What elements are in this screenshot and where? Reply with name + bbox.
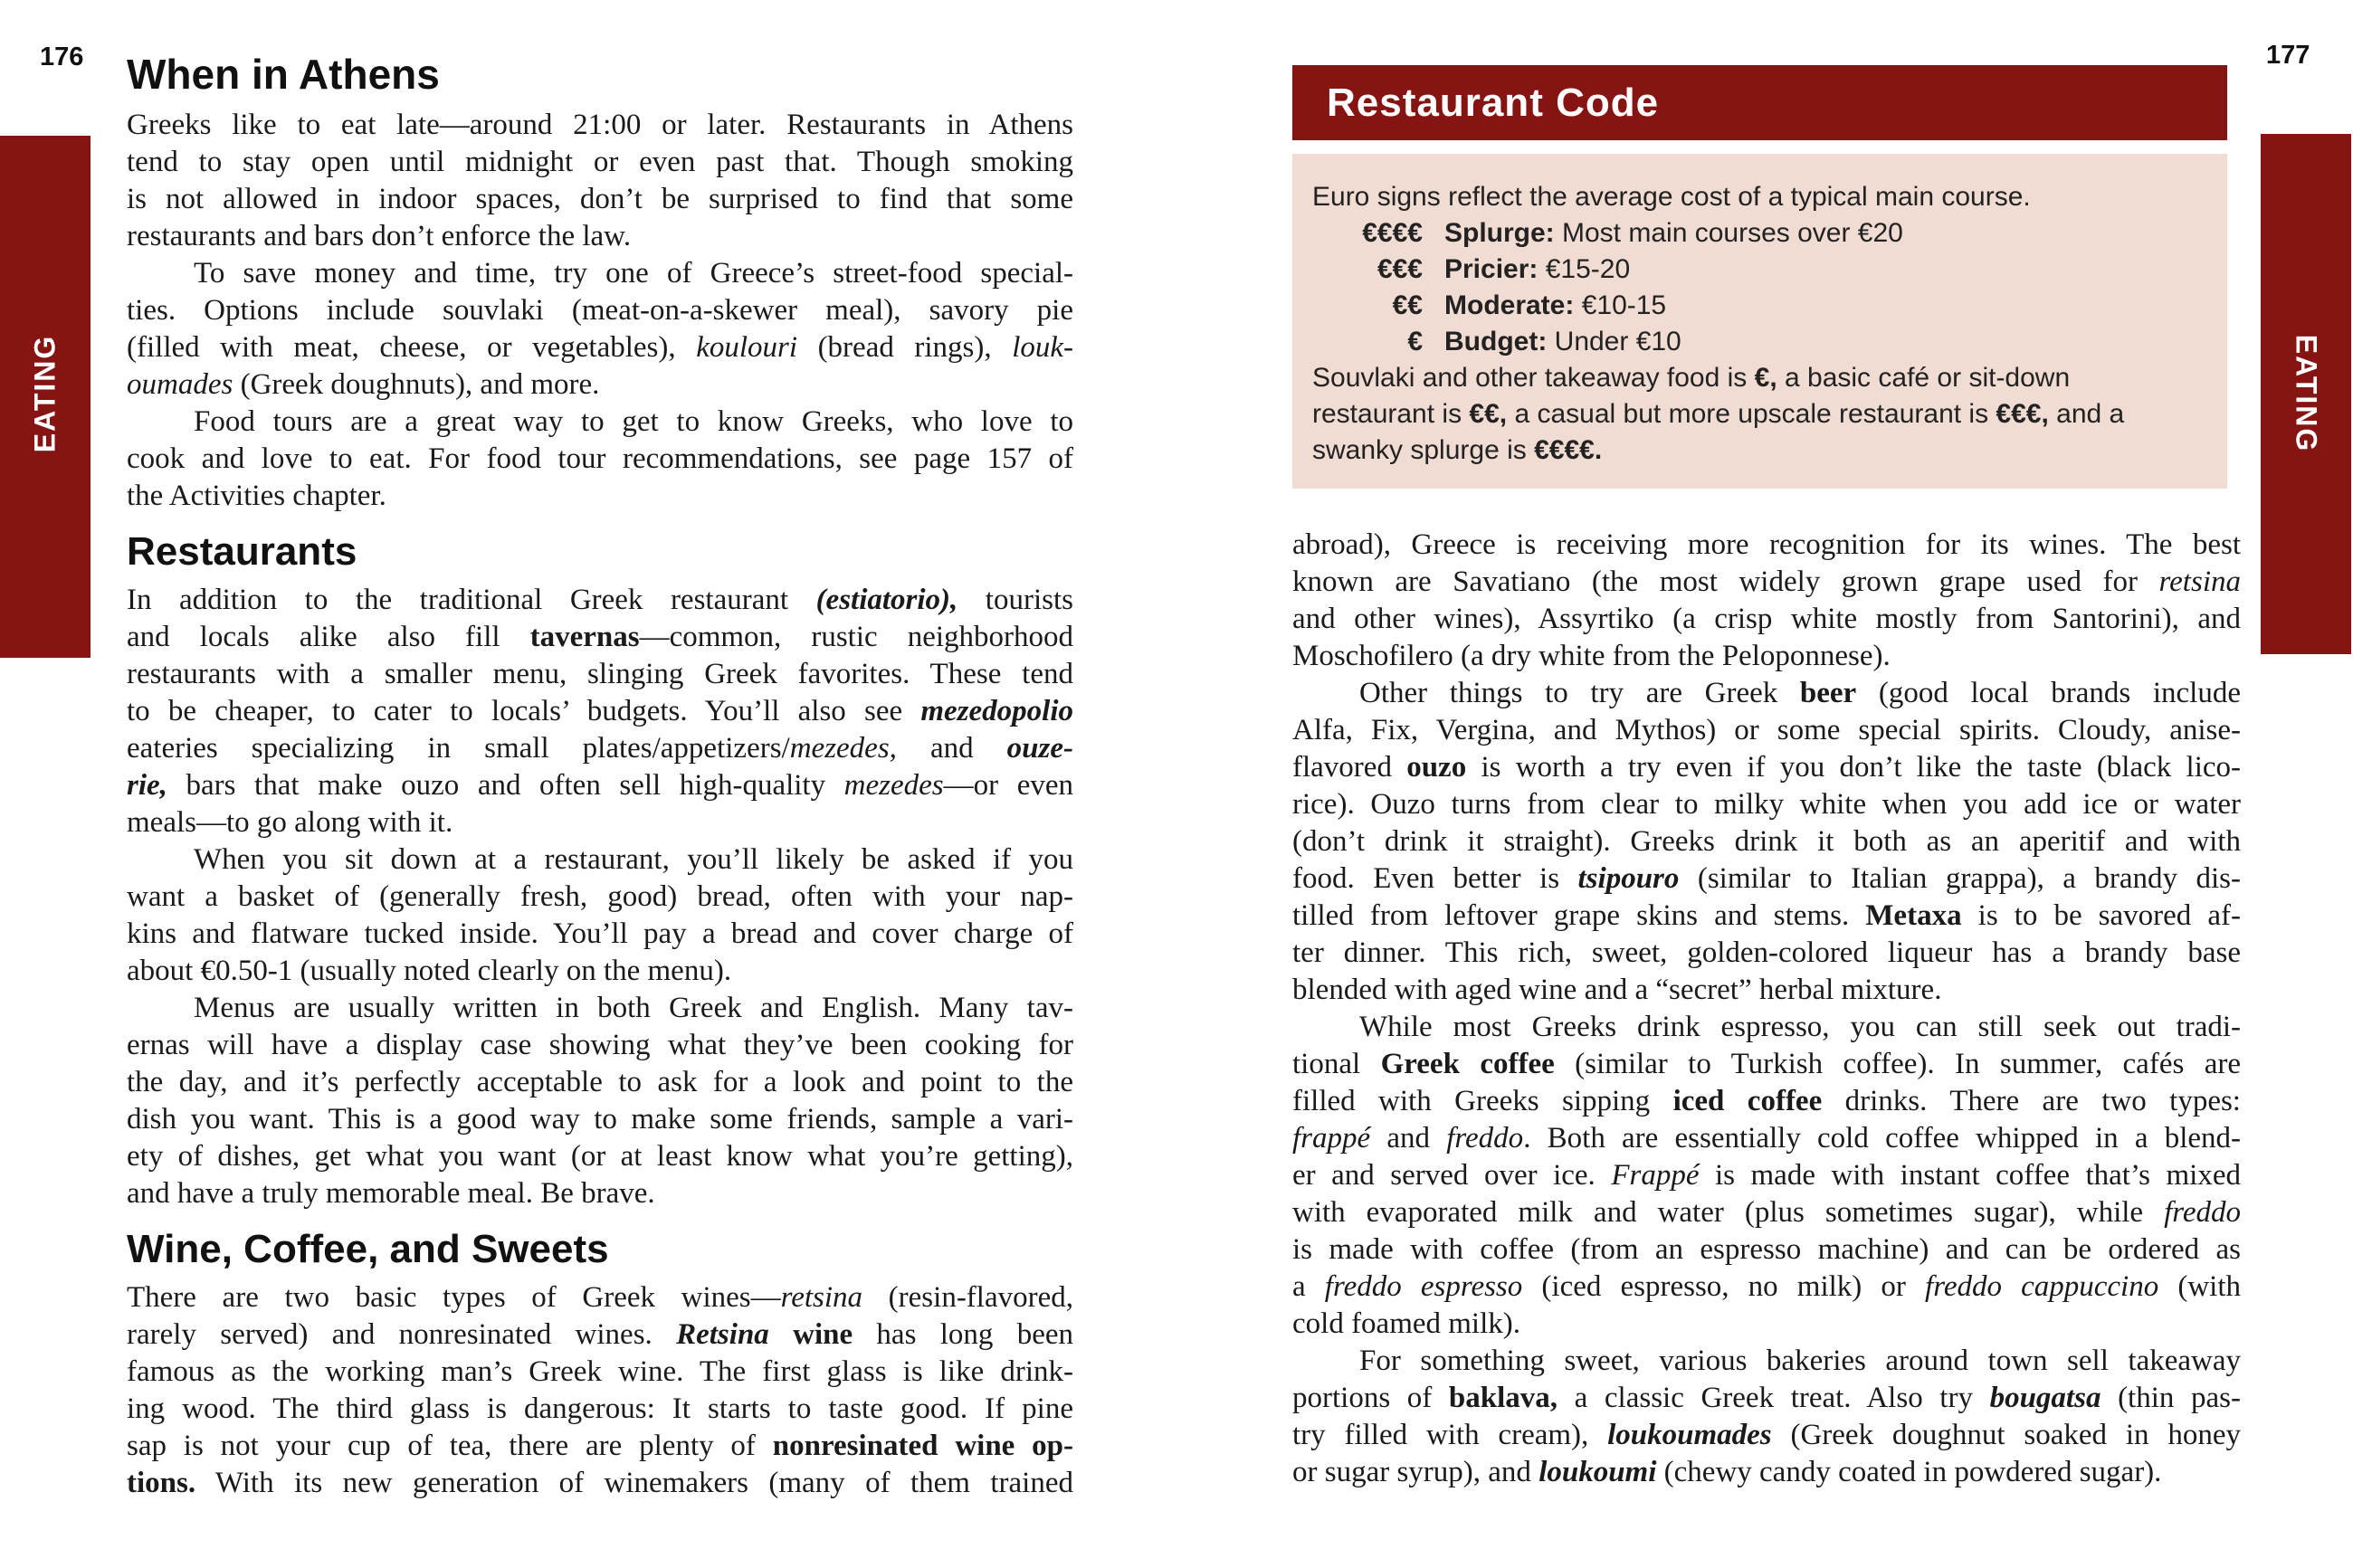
paragraph: [127, 990, 1073, 1212]
text-line: (filled with meat, cheese, or vegetables), koulouri (bread rings), louk-: [127, 331, 1074, 364]
text-line: and locals alike also fill tavernas—common, rustic neighborhood: [127, 621, 1074, 653]
paragraph: [127, 1279, 1073, 1502]
restaurant-code-title: Restaurant Code: [1327, 81, 1660, 125]
price-tier-row: [1312, 252, 2207, 288]
paragraph: [1292, 675, 2241, 1009]
text-line: ernas will have a display case showing what they’ve been cooking for: [127, 1029, 1073, 1061]
page-number-left: 176: [40, 43, 84, 71]
paragraph: [127, 404, 1073, 515]
text-line: abroad), Greece is receiving more recognition for its wines. The best: [1292, 528, 2241, 561]
heading-restaurants: Restaurants: [127, 529, 357, 574]
heading-wine-coffee-sweets: Wine, Coffee, and Sweets: [127, 1227, 609, 1271]
text-line: portions of baklava, a classic Greek treat. Also try bougatsa (thin pas-: [1292, 1382, 2241, 1414]
text-line: or sugar syrup), and loukoumi (chewy candy coated in powdered sugar).: [1292, 1456, 2162, 1488]
right-page-paragraphs: [1292, 527, 2241, 1491]
text-line: When you sit down at a restaurant, you’ll likely be asked if you: [194, 843, 1073, 876]
restaurant-code-header: [1292, 65, 2227, 140]
text-line: rie, bars that make ouzo and often sell high-quality mezedes—or even: [127, 769, 1073, 802]
price-tier-row: [1312, 215, 2207, 252]
text-line: filled with Greeks sipping iced coffee drinks. There are two types:: [1292, 1085, 2241, 1117]
text-line: the Activities chapter.: [127, 480, 386, 512]
tier-description: Splurge: Most main courses over €20: [1444, 218, 1903, 248]
text-line: tilled from leftover grape skins and stems. Metaxa is to be savored af-: [1292, 899, 2242, 932]
text-line: In addition to the traditional Greek restaurant (estiatorio), tourists: [127, 584, 1073, 616]
euro-signs: €€€€: [1362, 218, 1423, 248]
price-tier-row: [1312, 324, 2207, 360]
text-line: Menus are usually written in both Greek and English. Many tav-: [194, 992, 1073, 1024]
eating-tab-left-label: EATING: [28, 334, 62, 453]
text-line: about €0.50-1 (usually noted clearly on the menu).: [127, 955, 732, 987]
text-line: Food tours are a great way to get to know Greeks, who love to: [194, 405, 1073, 438]
code-text-line: swanky splurge is €€€€.: [1312, 435, 1603, 465]
paragraph: [127, 255, 1073, 404]
text-line: and have a truly memorable meal. Be brave.: [127, 1177, 655, 1210]
code-text-line: restaurant is €€, a casual but more upscale restaurant is €€€, and a: [1312, 399, 2125, 429]
price-tier-row: [1312, 288, 2207, 324]
text-line: er and served over ice. Frappé is made with instant coffee that’s mixed: [1292, 1159, 2241, 1192]
text-line: meals—to go along with it.: [127, 806, 453, 839]
code-text-line: Souvlaki and other takeaway food is €, a basic café or sit-down: [1312, 363, 2071, 393]
restaurant-code-body: [1292, 154, 2227, 489]
text-line: restaurants and bars don’t enforce the law.: [127, 220, 632, 252]
text-line: blended with aged wine and a “secret” herbal mixture.: [1292, 974, 1942, 1006]
text-line: tend to stay open until midnight or even past that. Though smoking: [127, 146, 1073, 178]
text-line: eateries specializing in small plates/appetizers/mezedes, and ouze-: [127, 732, 1073, 765]
euro-signs: €€€: [1377, 254, 1423, 284]
page-number-right: 177: [2266, 41, 2310, 70]
text-line: is made with coffee (from an espresso machine) and can be ordered as: [1292, 1233, 2241, 1266]
text-line: and other wines), Assyrtiko (a crisp white mostly from Santorini), and: [1292, 603, 2241, 635]
text-line: try filled with cream), loukoumades (Greek doughnut soaked in honey: [1292, 1419, 2241, 1451]
text-line: the day, and it’s perfectly acceptable to ask for a look and point to the: [127, 1066, 1073, 1098]
tier-description: Moderate: €10-15: [1444, 290, 1667, 320]
paragraph: [1292, 527, 2241, 675]
text-line: a freddo espresso (iced espresso, no milk) or freddo cappuccino (with: [1292, 1270, 2241, 1303]
text-line: (don’t drink it straight). Greeks drink it both as an aperitif and with: [1292, 825, 2241, 858]
text-line: want a basket of (generally fresh, good) bread, often with your nap-: [127, 880, 1073, 913]
left-page-column: [127, 51, 1073, 1502]
text-line: ties. Options include souvlaki (meat-on-a-skewer meal), savory pie: [127, 294, 1073, 327]
tier-description: Budget: Under €10: [1444, 327, 1681, 356]
text-line: There are two basic types of Greek wines—retsina (resin-flavored,: [127, 1281, 1073, 1314]
text-line: ter dinner. This rich, sweet, golden-colored liqueur has a brandy base: [1292, 936, 2241, 969]
text-line: While most Greeks drink espresso, you can still seek out tradi-: [1359, 1011, 2241, 1043]
text-line: Moschofilero (a dry white from the Peloponnese).: [1292, 640, 1891, 672]
tier-description: Pricier: €15-20: [1444, 254, 1631, 284]
text-line: food. Even better is tsipouro (similar to Italian grappa), a brandy dis-: [1292, 862, 2241, 895]
text-line: cook and love to eat. For food tour recommendations, see page 157 of: [127, 442, 1073, 475]
text-line: rice). Ouzo turns from clear to milky white when you add ice or water: [1292, 788, 2241, 821]
text-line: known are Savatiano (the most widely grown grape used for retsina: [1292, 565, 2241, 598]
eating-tab-right: [2261, 134, 2351, 654]
text-line: tional Greek coffee (similar to Turkish coffee). In summer, cafés are: [1292, 1048, 2241, 1080]
text-line: rarely served) and nonresinated wines. Retsina wine has long been: [127, 1318, 1074, 1351]
eating-tab-right-label: EATING: [2290, 334, 2323, 453]
text-line: flavored ouzo is worth a try even if you don’t like the taste (black lico-: [1292, 751, 2241, 784]
text-line: with evaporated milk and water (plus sometimes sugar), while freddo: [1292, 1196, 2241, 1229]
code-outro: [1312, 360, 2207, 469]
text-line: restaurants with a smaller menu, slinging Greek favorites. These tend: [127, 658, 1073, 690]
wine-paragraphs: [127, 1279, 1073, 1502]
text-line: to be cheaper, to cater to locals’ budgets. You’ll also see mezedopolio: [127, 695, 1073, 727]
euro-signs: €€: [1392, 290, 1423, 320]
text-line: frappé and freddo. Both are essentially cold coffee whipped in a blend-: [1292, 1122, 2241, 1155]
price-tiers: [1312, 215, 2207, 360]
text-line: Other things to try are Greek beer (good local brands include: [1359, 677, 2242, 709]
text-line: Alfa, Fix, Vergina, and Mythos) or some special spirits. Cloudy, anise-: [1292, 714, 2241, 746]
text-line: famous as the working man’s Greek wine. The first glass is like drink-: [127, 1355, 1073, 1388]
text-line: dish you want. This is a good way to make some friends, sample a vari-: [127, 1103, 1073, 1136]
text-line: Greeks like to eat late—around 21:00 or later. Restaurants in Athens: [127, 109, 1073, 141]
text-line: is not allowed in indoor spaces, don’t be surprised to find that some: [127, 183, 1073, 215]
paragraph: [1292, 1009, 2241, 1343]
text-line: sap is not your cup of tea, there are plenty of nonresinated wine op-: [127, 1430, 1073, 1462]
euro-signs: €: [1407, 327, 1423, 356]
text-line: To save money and time, try one of Greece’s street-food special-: [194, 257, 1073, 290]
paragraph: [127, 841, 1073, 990]
paragraph: [1292, 1343, 2241, 1491]
text-line: kins and flatware tucked inside. You’ll pay a bread and cover charge of: [127, 917, 1073, 950]
paragraph: [127, 107, 1073, 255]
heading-when-in-athens: When in Athens: [127, 51, 440, 98]
text-line: oumades (Greek doughnuts), and more.: [127, 368, 600, 401]
code-intro-line: Euro signs reflect the average cost of a typical main course.: [1312, 182, 2031, 212]
paragraph: [127, 582, 1073, 841]
text-line: ety of dishes, get what you want (or at least know what you’re getting),: [127, 1140, 1073, 1173]
restaurants-paragraphs: [127, 582, 1073, 1212]
text-line: tions. With its new generation of winemakers (many of them trained: [127, 1467, 1073, 1499]
text-line: cold foamed milk).: [1292, 1307, 1521, 1340]
eating-tab-left: [0, 136, 90, 658]
restaurant-code-box: [1292, 65, 2227, 489]
intro-paragraphs: [127, 107, 1073, 515]
text-line: For something sweet, various bakeries around town sell takeaway: [1359, 1345, 2241, 1377]
right-page-column: [1292, 65, 2241, 1491]
text-line: ing wood. The third glass is dangerous: It starts to taste good. If pine: [127, 1392, 1073, 1425]
